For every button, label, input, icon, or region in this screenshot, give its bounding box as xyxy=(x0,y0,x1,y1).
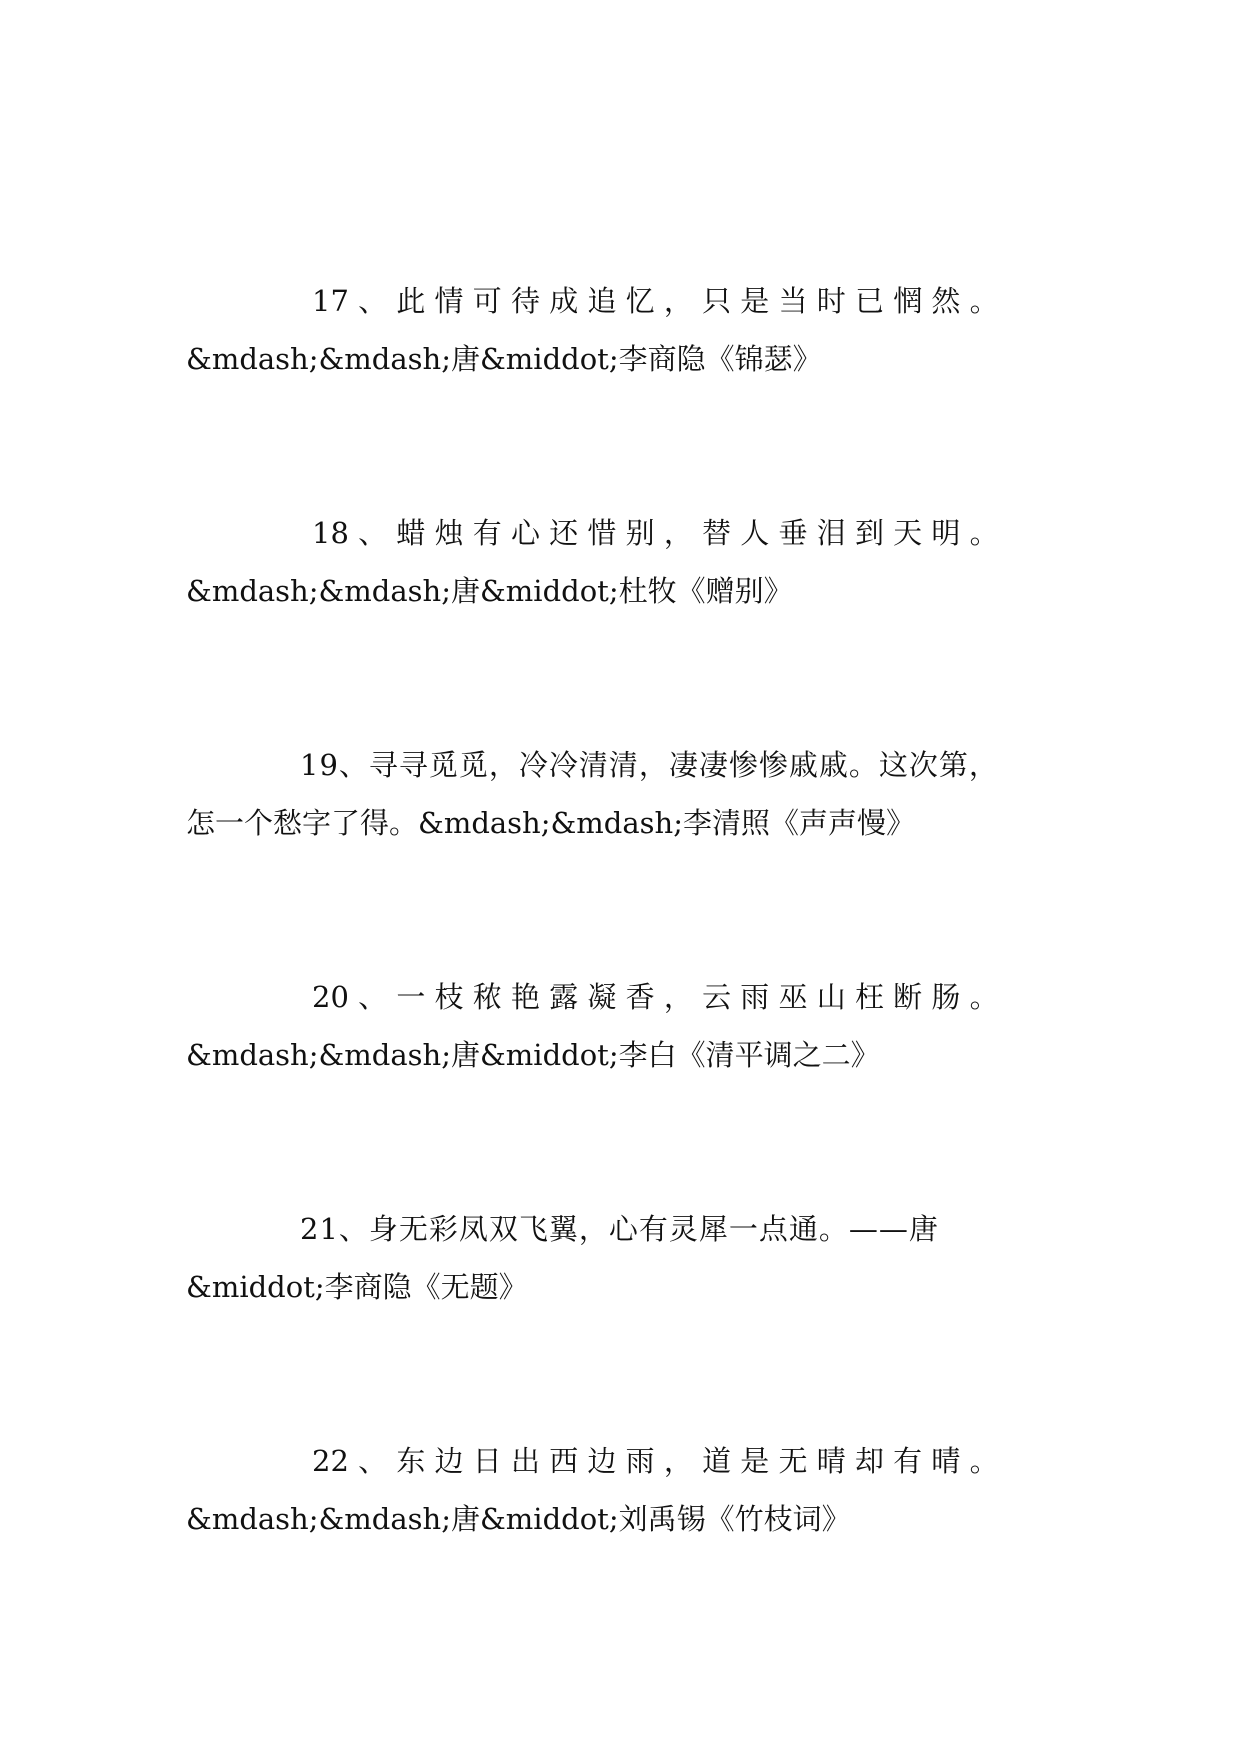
quote-attribution: &mdash;&mdash;唐&middot;刘禹锡《竹枝词》 xyxy=(186,1502,851,1536)
quote-entry-17 xyxy=(186,272,1066,388)
quote-text: 18 、 蜡 烛 有 心 还 惜 别 ， 替 人 垂 泪 到 天 明 。 xyxy=(312,516,999,550)
quote-entry-22 xyxy=(186,1432,1066,1548)
quote-entry-20 xyxy=(186,968,1066,1084)
quote-text: 21、身无彩凤双飞翼，心有灵犀一点通。——唐 xyxy=(300,1212,939,1246)
quote-text: 17 、 此 情 可 待 成 追 忆 ， 只 是 当 时 已 惘 然 。 xyxy=(312,284,999,318)
quote-text: 20 、 一 枝 秾 艳 露 凝 香 ， 云 雨 巫 山 枉 断 肠 。 xyxy=(312,980,999,1014)
quote-entry-18 xyxy=(186,504,1066,620)
quote-entry-21 xyxy=(186,1200,1066,1316)
quote-text: 22 、 东 边 日 出 西 边 雨 ， 道 是 无 晴 却 有 晴 。 xyxy=(312,1444,999,1478)
quote-attribution: 怎一个愁字了得。&mdash;&mdash;李清照《声声慢》 xyxy=(186,806,915,840)
quote-attribution: &mdash;&mdash;唐&middot;李白《清平调之二》 xyxy=(186,1038,880,1072)
quote-attribution: &mdash;&mdash;唐&middot;杜牧《赠别》 xyxy=(186,574,793,608)
quote-attribution: &mdash;&mdash;唐&middot;李商隐《锦瑟》 xyxy=(186,342,822,376)
quote-entry-19 xyxy=(186,736,1066,852)
quote-text: 19、寻寻觅觅，冷冷清清，凄凄惨惨戚戚。这次第， xyxy=(300,748,999,782)
quote-attribution: &middot;李商隐《无题》 xyxy=(186,1270,528,1304)
